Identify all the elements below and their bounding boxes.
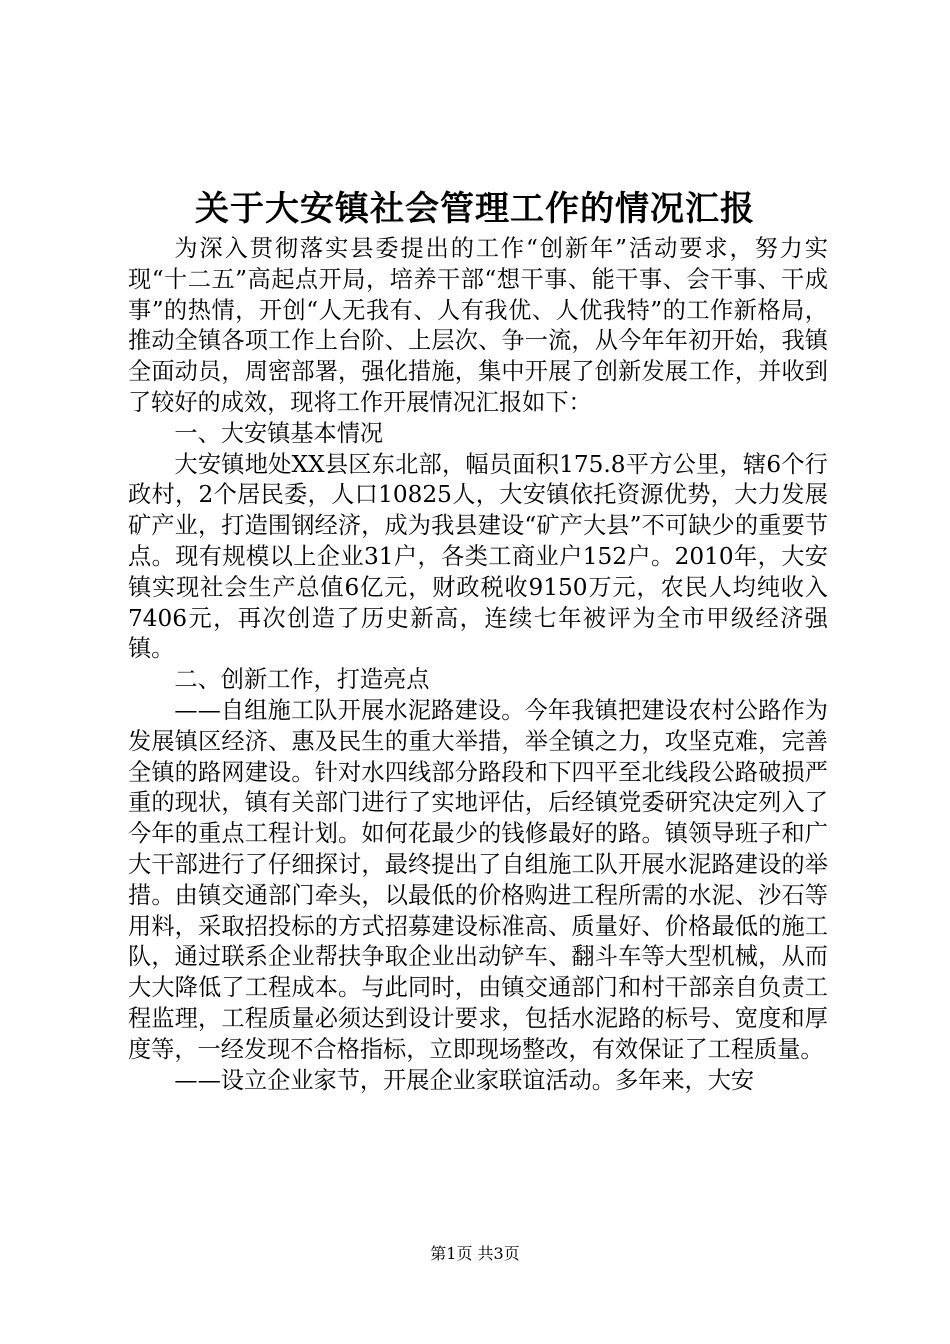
road-construction-paragraph: ——自组施工队开展水泥路建设。今年我镇把建设农村公路作为发展镇区经济、惠及民生的重大举措，举全镇之力，攻坚克难，完善全镇的路网建设。针对水四线部分路段和下四平至北线段公路破损严重的现状，镇有关部门进行了实地评估，后经镇党委研究决定列入了今年的重点工程计划。如何花最少的钱修最好的路。镇领导班子和广大干部进行了仔细探讨，最终提出了自组施工队开展水泥路建设的举措。由镇交通部门牵头，以最低的价格购进工程所需的水泥、沙石等用料，采取招投标的方式招募建设标准高、质量好、价格最低的施工队，通过联系企业帮扶争取企业出动铲车、翻斗车等大型机械，从而大大降低了工程成本。与此同时，由镇交通部门和村干部亲自负责工程监理，工程质量必须达到设计要求，包括水泥路的标号、宽度和厚度等，一经发现不合格指标，立即现场整改，有效保证了工程质量。 xyxy=(128,696,828,1063)
basic-situation-paragraph: 大安镇地处XX县区东北部，幅员面积175.8平方公里，辖6个行政村，2个居民委，人口10825人，大安镇依托资源优势，大力发展矿产业，打造围钢经济，成为我县建设“矿产大县”不可缺少的重要节点。现有规模以上企业31户，各类工商业户152户。2010年，大安镇实现社会生产总值6亿元，财政税收9150万元，农民人均纯收入7406元，再次创造了历史新高，连续七年被评为全市甲级经济强镇。 xyxy=(128,450,828,663)
section-heading-innovation: 二、创新工作，打造亮点 xyxy=(174,666,430,694)
document-body xyxy=(128,234,828,1096)
intro-paragraph: 为深入贯彻落实县委提出的工作“创新年”活动要求，努力实现“十二五”高起点开局，培养干部“想干事、能干事、会干事、干成事”的热情，开创“人无我有、人有我优、人优我特”的工作新格局，推动全镇各项工作上台阶、上层次、争一流，从今年年初开始，我镇全面动员，周密部署，强化措施，集中开展了创新发展工作，并收到了较好的成效，现将工作开展情况汇报如下： xyxy=(128,235,828,416)
page-number-footer: 第1页 共3页 xyxy=(430,1244,520,1263)
section-heading-basic-situation: 一、大安镇基本情况 xyxy=(174,419,384,447)
document-title: 关于大安镇社会管理工作的情况汇报 xyxy=(195,189,755,229)
entrepreneur-festival-paragraph: ——设立企业家节，开展企业家联谊活动。多年来，大安 xyxy=(174,1066,755,1094)
